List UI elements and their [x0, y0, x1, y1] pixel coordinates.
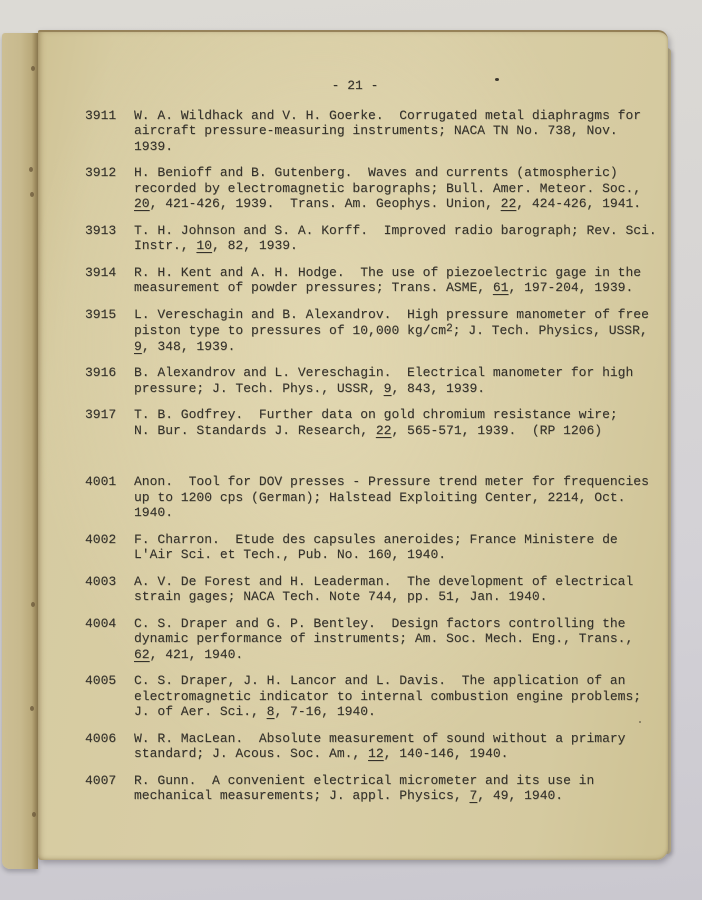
- entry-number: 4001: [85, 474, 117, 489]
- document-page: [38, 30, 668, 860]
- citation-line: H. Benioff and B. Gutenberg. Waves and currents (atmospheric): [134, 165, 618, 180]
- citation-line: 1940.: [134, 505, 174, 520]
- entry-citation: [134, 265, 650, 296]
- citation-line: standard; J. Acous. Soc. Am., 12, 140-146, 1940.: [134, 746, 509, 761]
- entry-number: 3913: [85, 222, 117, 238]
- entry-citation: [134, 532, 650, 563]
- entry-number: 4006: [85, 730, 117, 746]
- entry-number: 4005: [85, 673, 117, 688]
- citation-line: N. Bur. Standards J. Research, 22, 565-571, 1939. (RP 1206): [134, 422, 603, 438]
- entry-number: 4002: [85, 531, 117, 547]
- citation-line: dynamic performance of instruments; Am. Soc. Mech. Eng., Trans.,: [134, 631, 634, 646]
- citation-line: mechanical measurements; J. appl. Physics, 7, 49, 1940.: [134, 788, 564, 803]
- citation-line: Anon. Tool for DOV presses - Pressure trend meter for frequencies: [134, 474, 649, 489]
- citation-line: measurement of powder pressures; Trans. ASME, 61, 197-204, 1939.: [134, 280, 634, 295]
- bibliography-entry: [85, 265, 650, 296]
- bibliography-entry: [85, 474, 650, 521]
- citation-line: W. R. MacLean. Absolute measurement of sound without a primary: [134, 730, 626, 746]
- bibliography-entry: [85, 574, 650, 605]
- binding-stitch-mark: [30, 706, 34, 711]
- citation-line: W. A. Wildhack and V. H. Goerke. Corrugated metal diaphragms for: [134, 107, 642, 123]
- citation-line: 62, 421, 1940.: [134, 646, 244, 662]
- entry-number: 3914: [85, 264, 117, 280]
- citation-line: Instr., 10, 82, 1939.: [134, 238, 298, 253]
- entry-citation: [134, 108, 650, 155]
- bibliography-entry: [85, 365, 650, 396]
- entry-number: 3911: [85, 107, 117, 123]
- entry-number: 3916: [85, 365, 117, 380]
- bibliography-list: [85, 107, 657, 804]
- binding-stitch-mark: [32, 812, 36, 817]
- citation-line: L. Vereschagin and B. Alexandrov. High pressure manometer of free: [134, 306, 649, 322]
- entry-number: 3915: [85, 306, 117, 322]
- entry-citation: [134, 165, 650, 212]
- citation-line: aircraft pressure-measuring instruments; NACA TN No. 738, Nov.: [134, 123, 618, 138]
- bibliography-entry: [85, 773, 650, 804]
- citation-line: L'Air Sci. et Tech., Pub. No. 160, 1940.: [134, 547, 447, 562]
- entry-number: 3912: [85, 165, 117, 180]
- entry-citation: [134, 365, 650, 396]
- entry-citation: [134, 673, 650, 720]
- citation-line: C. S. Draper and G. P. Bentley. Design factors controlling the: [134, 615, 626, 631]
- entry-citation: [134, 616, 650, 663]
- citation-line: up to 1200 cps (German); Halstead Exploiting Center, 2214, Oct.: [134, 489, 626, 505]
- citation-line: 1939.: [134, 138, 174, 154]
- citation-line: recorded by electromagnetic barographs; Bull. Amer. Meteor. Soc.,: [134, 180, 642, 196]
- entry-number: 4004: [85, 615, 117, 631]
- bibliography-entry: [85, 407, 650, 438]
- citation-line: T. B. Godfrey. Further data on gold chromium resistance wire;: [134, 407, 618, 422]
- citation-line: C. S. Draper, J. H. Lancor and L. Davis. The application of an: [134, 673, 626, 688]
- citation-line: electromagnetic indicator to internal combustion engine problems;: [134, 688, 642, 704]
- entry-number: 4007: [85, 772, 117, 788]
- citation-line: J. of Aer. Sci., 8, 7-16, 1940.: [134, 704, 376, 719]
- citation-line: R. H. Kent and A. H. Hodge. The use of piezoelectric gage in the: [134, 264, 642, 280]
- entry-citation: [134, 407, 650, 438]
- bibliography-entry: [85, 165, 650, 212]
- entry-citation: [134, 474, 650, 521]
- entry-number: 4003: [85, 573, 117, 589]
- entry-citation: [134, 731, 650, 762]
- binding-stitch-mark: [29, 167, 33, 172]
- entry-citation: [134, 307, 650, 355]
- entry-citation: [134, 773, 650, 804]
- bibliography-entry: [85, 108, 650, 155]
- bibliography-entry: [85, 307, 650, 355]
- bibliography-entry: [85, 616, 650, 663]
- page-number: - 21 -: [331, 78, 379, 93]
- citation-line: pressure; J. Tech. Phys., USSR, 9, 843, 1939.: [134, 380, 486, 396]
- ink-speck: [495, 78, 499, 81]
- entry-number: 3917: [85, 407, 117, 422]
- bibliography-entry: [85, 731, 650, 762]
- citation-line: 9, 348, 1939.: [134, 338, 236, 354]
- citation-line: piston type to pressures of 10,000 $kg/cm^2$; J. Tech. Physics, USSR,: [134, 323, 648, 338]
- binding-stitch-mark: [31, 66, 35, 71]
- facing-page-edge: [2, 33, 38, 869]
- binding-stitch-mark: [30, 192, 34, 197]
- entry-citation: [134, 574, 650, 605]
- citation-line: strain gages; NACA Tech. Note 744, pp. 51, Jan. 1940.: [134, 589, 548, 604]
- citation-line: B. Alexandrov and L. Vereschagin. Electrical manometer for high: [134, 365, 634, 380]
- page-content: [38, 32, 668, 860]
- citation-line: R. Gunn. A convenient electrical micrometer and its use in: [134, 772, 595, 788]
- citation-line: F. Charron. Etude des capsules aneroides; France Ministere de: [134, 531, 618, 547]
- citation-line: A. V. De Forest and H. Leaderman. The development of electrical: [134, 573, 634, 589]
- entry-citation: [134, 223, 655, 254]
- citation-line: T. H. Johnson and S. A. Korff. Improved radio barograph; Rev. Sci.: [134, 222, 657, 238]
- binding-stitch-mark: [31, 602, 35, 607]
- ink-speck: [639, 721, 641, 723]
- bibliography-entry: [85, 673, 650, 720]
- bibliography-entry: [85, 222, 657, 254]
- citation-line: 20, 421-426, 1939. Trans. Am. Geophys. Union, 22, 424-426, 1941.: [134, 196, 642, 211]
- bibliography-entry: [85, 532, 650, 563]
